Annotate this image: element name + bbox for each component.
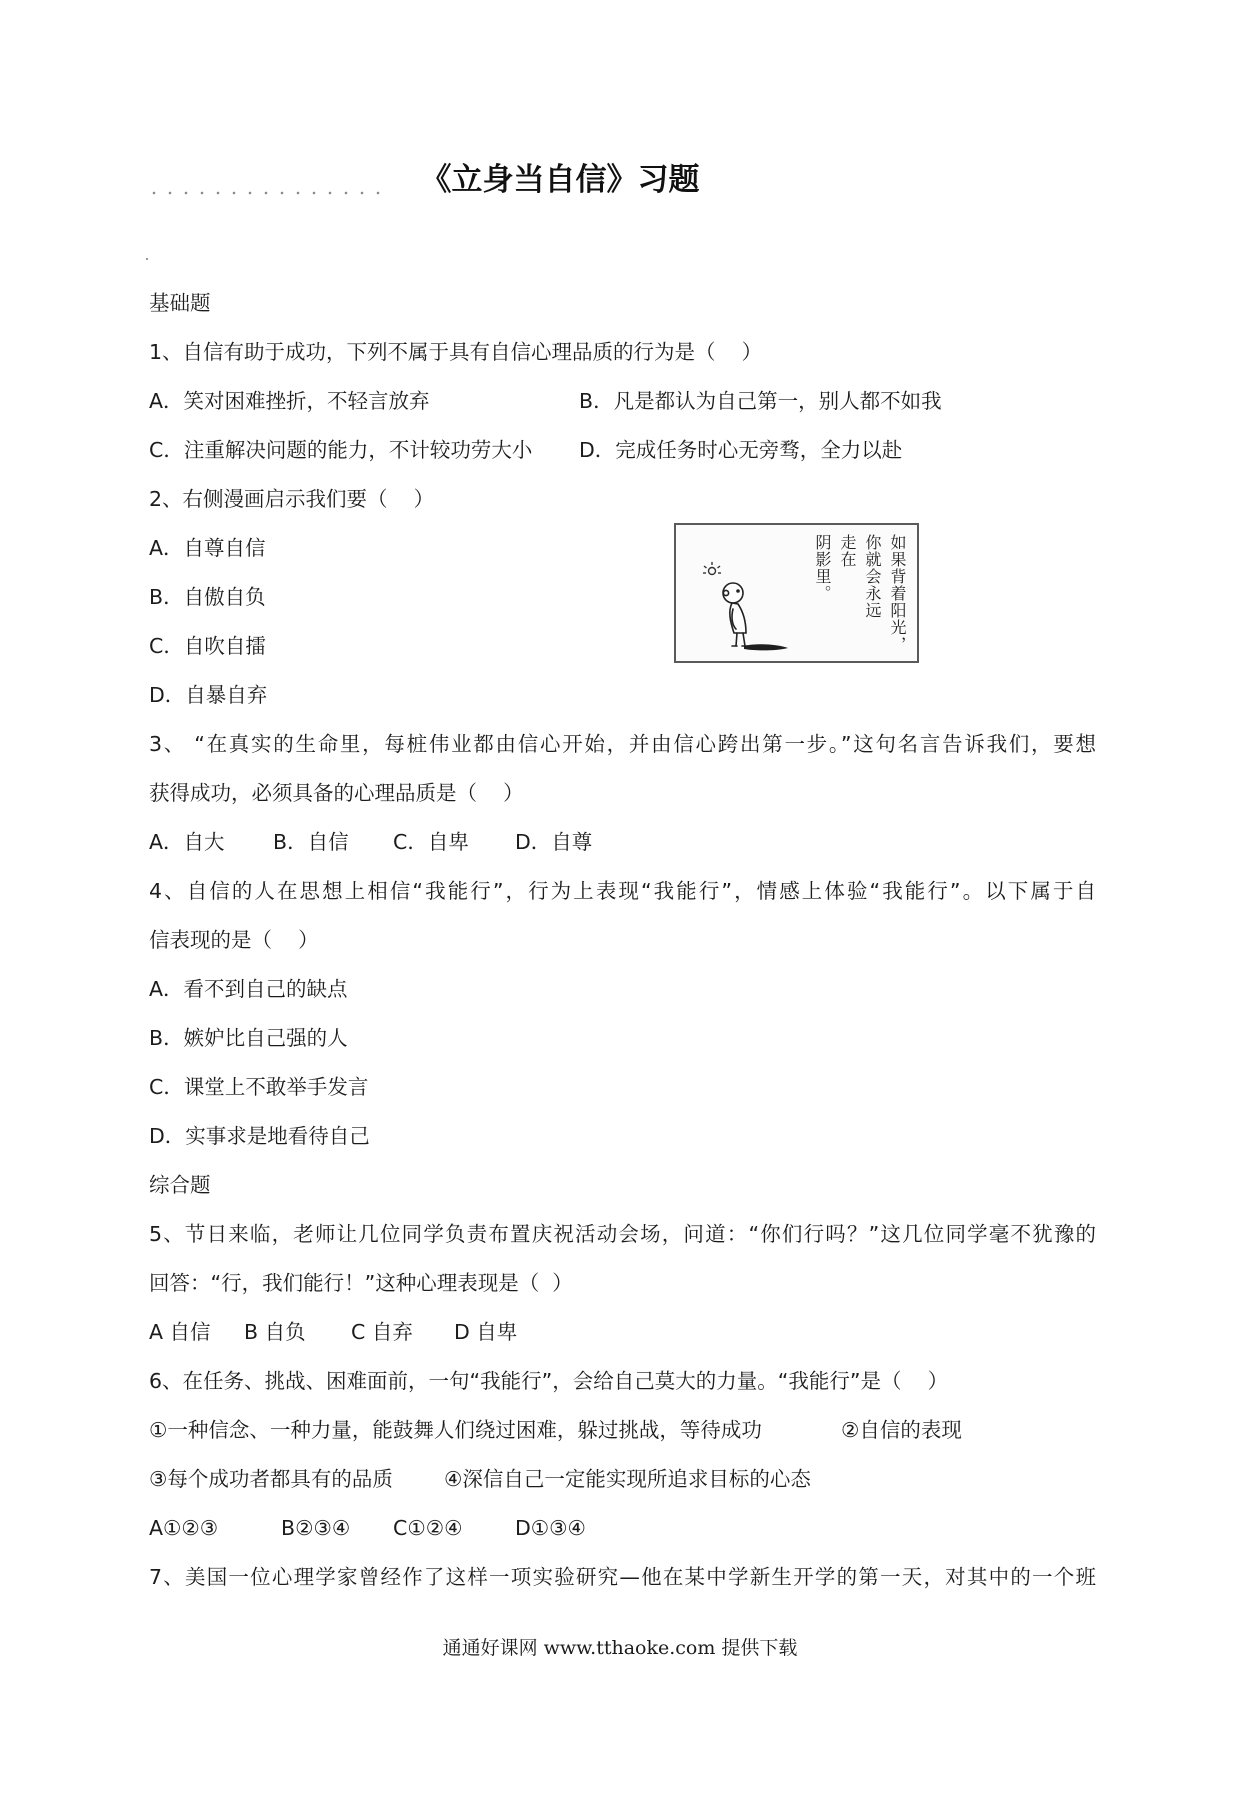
question-6-option-b: B②③④ — [281, 1516, 351, 1540]
question-4-stem-line-1: 4、自信的人在思想上相信“我能行”，行为上表现“我能行”，情感上体验“我能行”。以下属于自 — [149, 879, 1096, 903]
question-7-stem-line-1: 7、美国一位心理学家曾经作了这样一项实验研究—他在某中学新生开学的第一天，对其中的一个班 — [149, 1565, 1096, 1589]
question-1-options-row-1 — [149, 377, 1096, 426]
question-5-stem-line-1: 5、节日来临，老师让几位同学负责布置庆祝活动会场，问道：“你们行吗？”这几位同学毫不犹豫的 — [149, 1222, 1096, 1246]
page-footer: 通通好课网 www.tthaoke.com 提供下载 — [442, 1637, 798, 1659]
question-5-option-a: A 自信 — [149, 1320, 211, 1344]
question-6-statement-1: ①一种信念、一种力量，能鼓舞人们绕过困难，躲过挑战，等待成功 — [149, 1418, 762, 1442]
question-1-option-b: B．凡是都认为自己第一，别人都不如我 — [579, 389, 942, 413]
cartoon-figure — [723, 583, 748, 646]
question-2-option-a: A．自尊自信 — [149, 536, 266, 560]
cartoon-caption-line-3: 走在 — [838, 534, 857, 568]
question-5-option-b: B 自负 — [244, 1320, 306, 1344]
stray-dot — [146, 258, 148, 260]
question-4-option-c: C．课堂上不敢举手发言 — [149, 1075, 369, 1099]
question-2-stem: 2、右侧漫画启示我们要（ ） — [149, 487, 435, 511]
question-3-options — [149, 818, 1096, 867]
question-5-options — [149, 1308, 1096, 1357]
question-4-option-b: B．嫉妒比自己强的人 — [149, 1026, 348, 1050]
question-3-stem-line-2: 获得成功，必须具备的心理品质是（ ） — [149, 781, 524, 805]
question-2-option-c: C．自吹自擂 — [149, 634, 266, 658]
question-6-options — [149, 1504, 1096, 1553]
shadow — [744, 644, 788, 650]
page-title: 《立身当自信》习题 — [420, 162, 700, 198]
question-6-option-d: D①③④ — [515, 1516, 586, 1540]
question-4-option-a: A．看不到自己的缺点 — [149, 977, 348, 1001]
section-heading-basic: 基础题 — [149, 291, 211, 315]
question-3-option-a: A．自大 — [149, 830, 225, 854]
question-1-stem: 1、自信有助于成功，下列不属于具有自信心理品质的行为是（ ） — [149, 340, 763, 364]
question-5-option-d: D 自卑 — [454, 1320, 518, 1344]
question-4-option-d: D．实事求是地看待自己 — [149, 1124, 370, 1148]
question-6-statements-row-1 — [149, 1406, 1096, 1455]
question-4-stem-line-2: 信表现的是（ ） — [149, 928, 319, 952]
question-6-option-a: A①②③ — [149, 1516, 219, 1540]
question-6-statement-2: ②自信的表现 — [841, 1418, 962, 1442]
question-3-option-c: C．自卑 — [393, 830, 469, 854]
cartoon-caption-line-4: 阴影里。 — [813, 534, 832, 602]
question-6-option-c: C①②④ — [393, 1516, 463, 1540]
question-3-option-b: B．自信 — [273, 830, 349, 854]
question-2-option-b: B．自傲自负 — [149, 585, 266, 609]
question-3-stem-line-1: 3、 “在真实的生命里，每桩伟业都由信心开始，并由信心跨出第一步。”这句名言告诉我们，要想 — [149, 732, 1096, 756]
question-6-statement-3: ③每个成功者都具有的品质 — [149, 1467, 393, 1491]
sun-icon — [703, 562, 721, 575]
question-5-stem-line-2: 回答：“行，我们能行！”这种心理表现是（ ） — [149, 1271, 573, 1295]
question-6-statement-4: ④深信自己一定能实现所追求目标的心态 — [444, 1467, 811, 1491]
cartoon-caption-line-1: 如果背着阳光， — [888, 534, 907, 653]
question-1-option-a: A．笑对困难挫折，不轻言放弃 — [149, 389, 430, 413]
question-1-option-c: C．注重解决问题的能力，不计较功劳大小 — [149, 438, 533, 462]
cartoon-caption-line-2: 你就会永远 — [863, 534, 882, 619]
section-heading-comprehensive: 综合题 — [149, 1173, 211, 1197]
question-3-option-d: D．自尊 — [515, 830, 593, 854]
exercise-body — [149, 279, 1096, 1602]
question-1-options-row-2 — [149, 426, 1096, 475]
cartoon-image — [674, 523, 919, 663]
question-2-option-d: D．自暴自弃 — [149, 683, 268, 707]
question-5-option-c: C 自弃 — [351, 1320, 413, 1344]
title-dotted-rule — [146, 191, 388, 195]
question-6-statements-row-2 — [149, 1455, 1096, 1504]
question-6-stem: 6、在任务、挑战、困难面前，一句“我能行”，会给自己莫大的力量。“我能行”是（ ） — [149, 1369, 949, 1393]
question-1-option-d: D．完成任务时心无旁骛，全力以赴 — [579, 438, 903, 462]
